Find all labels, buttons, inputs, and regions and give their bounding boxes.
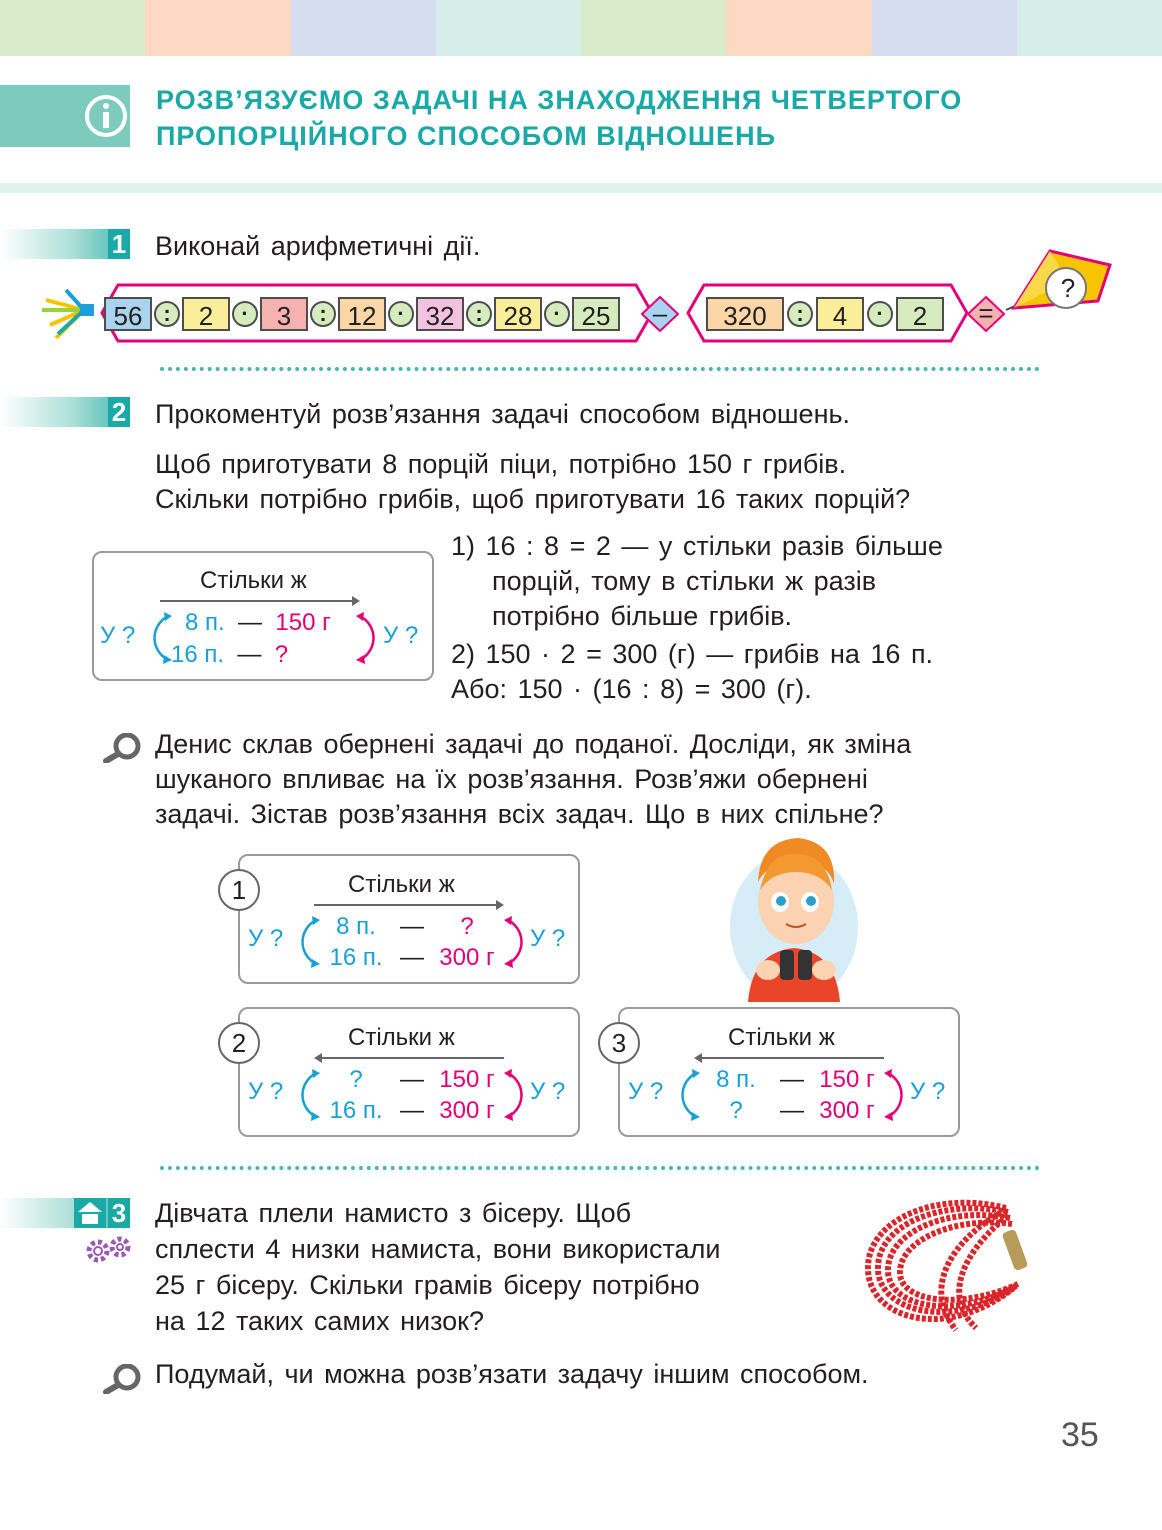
card-left-q: У ? [628,1078,664,1105]
scheme-main-left-q: У ? [100,622,136,649]
card-right-q: У ? [530,925,566,952]
scheme-main-row-2 [171,640,288,670]
task-3-marker [0,1198,130,1228]
curved-arrow-right-icon [504,916,530,968]
stripe-segment [581,0,726,56]
divider-dots-2 [160,1166,1040,1170]
card-header: Стільки ж [728,1024,835,1051]
card-row-1 [318,1065,504,1095]
curved-arrow-left-icon [146,612,172,664]
divider-dots-1 [160,367,1040,371]
solution-line-2: порцій, тому в стільки ж разів [492,566,877,596]
task-1-marker [0,229,130,259]
info-icon [84,94,128,138]
scheme-main-right-q: У ? [383,622,419,649]
minus-sign: – [652,298,668,328]
card-left-q: У ? [248,1078,284,1105]
chain-number-box: 56 [104,297,152,331]
divide-operator: : [787,301,813,327]
solution-line-1: 1) 16 : 8 = 2 — у стільки разів більше [451,531,943,561]
card-row2-right: 300 г [439,944,495,971]
inverse-card-3 [618,1007,960,1137]
chain-number-box: 2 [182,297,230,331]
curved-arrow-left-icon [294,1069,320,1121]
arrow-right-icon [160,594,360,608]
stripe-segment [291,0,436,56]
arrow-right-icon [314,898,504,912]
card-row-2 [698,1096,884,1126]
curved-arrow-right-icon [504,1069,530,1121]
card-row1-left: ? [349,1066,363,1093]
card-number-badge: 1 [218,869,260,911]
task-3-line-4: на 12 таких самих низок? [155,1306,485,1336]
solution-line-3: потрібно більше грибів. [492,601,793,631]
title-line-2: ПРОПОРЦІЙНОГО СПОСОБОМ ВІДНОШЕНЬ [156,121,776,151]
magnifier-icon-2 [103,1364,141,1394]
research-line-1: Денис склав обернені задачі до поданої. Досліди, як зміна [155,729,912,759]
card-right-q: У ? [530,1078,566,1105]
magnifier-icon [103,733,141,763]
card-number-badge: 3 [598,1022,640,1064]
card-dash: — [780,1097,804,1124]
divide-operator: : [154,301,180,327]
solution-line-5: Або: 150 · (16 : 8) = 300 (г). [451,674,812,704]
card-header: Стільки ж [348,871,455,898]
arrow-left-icon [694,1051,884,1065]
divide-operator: : [466,301,492,327]
inverse-card-2 [238,1007,580,1137]
chain-right [706,296,944,332]
card-row1-right: ? [460,913,474,940]
task-3-line-2: сплести 4 низки намиста, вони використали [155,1234,721,1264]
card-row2-left: 16 п. [329,944,383,971]
curved-arrow-right-icon [356,612,382,664]
row2-dash: — [237,641,262,668]
research-line-2: шуканого впливає на їх розв’язання. Розв’яжи обернені [155,764,868,794]
page-number: 35 [1061,1416,1099,1454]
card-dash: — [400,913,424,940]
multiply-operator: · [232,301,258,327]
chain-number-box: 28 [494,297,542,331]
kite-question: ? [1060,273,1076,303]
chain-number-box: 2 [896,297,944,331]
multiply-operator: · [544,301,570,327]
card-row-2 [318,1096,504,1126]
card-row1-right: 150 г [819,1066,875,1093]
task-3-number: 3 [108,1198,130,1228]
research-line-3: задачі. Зістав розв’язання всіх задач. Що в них спільне? [155,799,884,829]
task-2-marker [0,397,130,427]
task-2-intro: Прокоментуй розв’язання задачі способом відношень. [155,399,851,429]
chain-number-box: 320 [706,297,784,331]
equals-sign: = [978,298,994,328]
card-row-1 [318,912,504,942]
stripe-segment [1017,0,1162,56]
card-dash: — [780,1066,804,1093]
card-row1-left: 8 п. [716,1066,756,1093]
stripe-segment [145,0,290,56]
row1-dash: — [238,609,263,636]
task-3-think: Подумай, чи можна розв’язати задачу іншим способом. [155,1359,869,1389]
inverse-card-1 [238,854,580,984]
card-left-q: У ? [248,925,284,952]
header-bottom-band [0,183,1162,193]
task-1-text: Виконай арифметичні дії. [155,231,481,261]
home-icon [74,1198,106,1228]
stripe-segment [436,0,581,56]
chain-number-box: 12 [338,297,386,331]
curved-arrow-left-icon [294,916,320,968]
task-2-problem-line-2: Скільки потрібно грибів, щоб приготувати 16 таких порцій? [155,484,911,514]
chain-number-box: 4 [816,297,864,331]
row1-left: 8 п. [185,609,225,636]
card-dash: — [400,944,424,971]
scheme-main-header: Стільки ж [200,567,307,594]
card-number-badge: 2 [218,1022,260,1064]
divide-operator: : [310,301,336,327]
card-row2-right: 300 г [819,1097,875,1124]
arrow-left-icon [314,1051,504,1065]
task-1-number: 1 [108,229,130,259]
curved-arrow-right-icon [884,1069,910,1121]
card-dash: — [400,1097,424,1124]
card-row2-left: 16 п. [329,1097,383,1124]
task-2-number: 2 [108,397,130,427]
page-title [156,82,1056,154]
card-row1-right: 150 г [439,1066,495,1093]
chain-number-box: 3 [260,297,308,331]
curved-arrow-left-icon [674,1069,700,1121]
task-3-line-3: 25 г бісеру. Скільки грамів бісеру потрібно [155,1270,700,1300]
top-color-stripe [0,0,1162,56]
necklace-illustration [856,1190,1040,1340]
title-line-1: РОЗВ’ЯЗУЄМО ЗАДАЧІ НА ЗНАХОДЖЕННЯ ЧЕТВЕРТОГО [156,85,963,115]
task-2-problem-line-1: Щоб приготувати 8 порцій піци, потрібно 150 г грибів. [155,449,847,479]
boy-illustration [728,832,860,1002]
chain-number-box: 32 [416,297,464,331]
row2-right: ? [274,641,289,668]
row1-right: 150 г [275,609,331,636]
chain-left [104,296,620,332]
stripe-segment [872,0,1017,56]
stripe-segment [726,0,871,56]
multiply-operator: · [867,301,893,327]
solution-line-4: 2) 150 · 2 = 300 (г) — грибів на 16 п. [451,639,934,669]
card-row1-left: 8 п. [336,913,376,940]
multiply-operator: · [388,301,414,327]
card-row-2 [318,943,504,973]
gears-icon [84,1236,132,1264]
card-header: Стільки ж [348,1024,455,1051]
task-3-line-1: Дівчата плели намисто з бісеру. Щоб [155,1198,632,1228]
card-row2-left: ? [729,1097,743,1124]
scheme-main-row-1 [185,608,331,638]
chain-number-box: 25 [572,297,620,331]
card-right-q: У ? [910,1078,946,1105]
stripe-segment [0,0,145,56]
card-row2-right: 300 г [439,1097,495,1124]
card-row-1 [698,1065,884,1095]
row2-left: 16 п. [171,641,225,668]
card-dash: — [400,1066,424,1093]
